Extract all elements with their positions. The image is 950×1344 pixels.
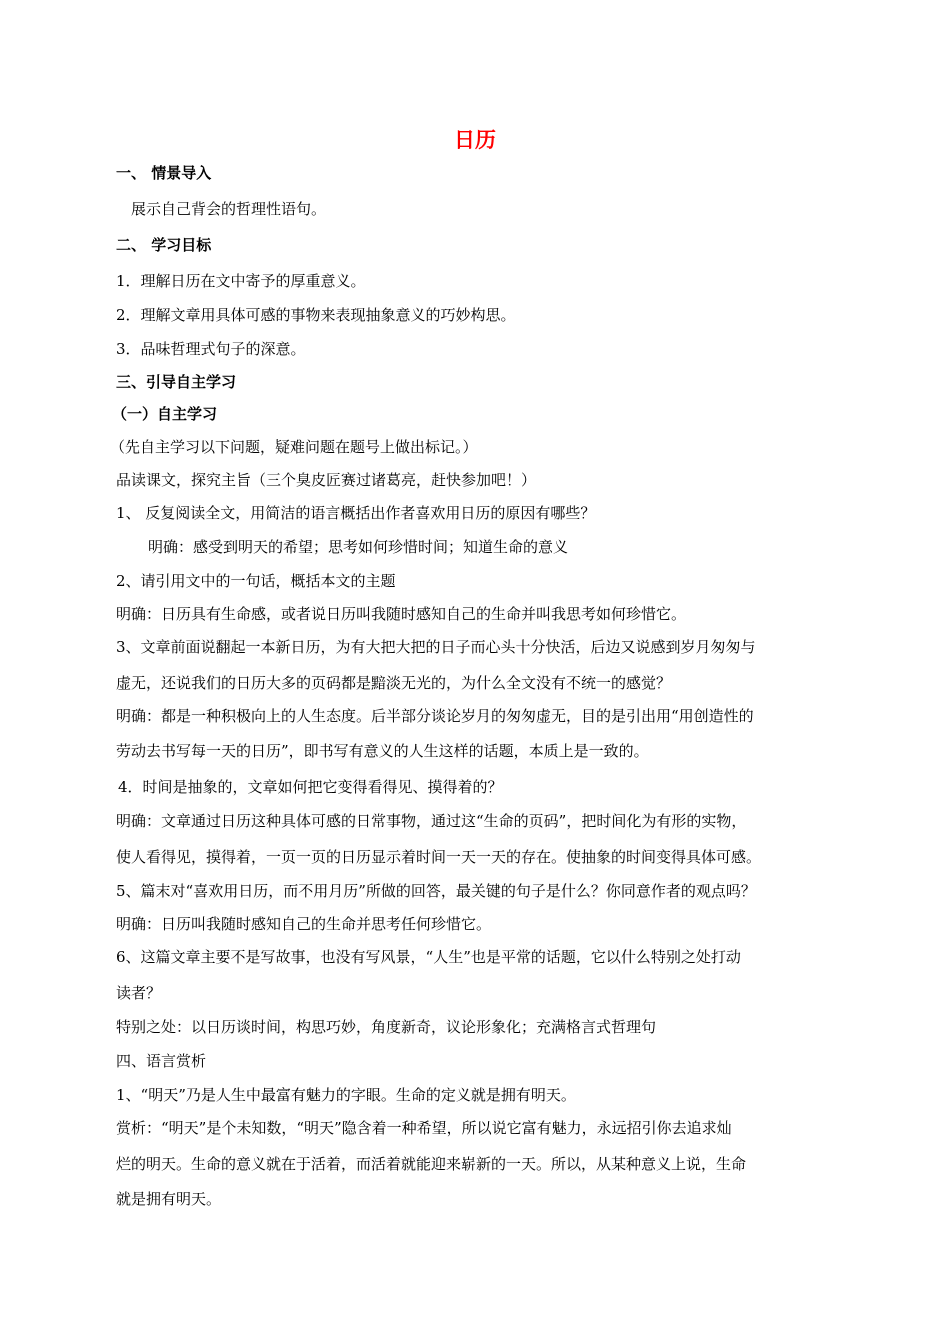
section-heading-1: 一、 情景导入: [116, 164, 212, 182]
question: 2、请引用文中的一句话，概括本文的主题: [116, 572, 396, 590]
paragraph: （先自主学习以下问题，疑难问题在题号上做出标记。）: [110, 438, 478, 456]
analysis: 就是拥有明天。: [116, 1190, 222, 1208]
paragraph: 品读课文，探究主旨（三个臭皮匠赛过诸葛亮，赶快参加吧！）: [116, 471, 537, 489]
paragraph: 展示自己背会的哲理性语句。: [131, 200, 327, 218]
quote: 1、“明天”乃是人生中最富有魅力的字眼。生命的定义就是拥有明天。: [116, 1086, 576, 1104]
answer: 明确：都是一种积极向上的人生态度。后半部分谈论岁月的匆匆虚无，目的是引出用“用创造性的: [116, 707, 754, 725]
question: 3、文章前面说翻起一本新日历，为有大把大把的日子而心头十分快活，后边又说感到岁月匆匆与: [116, 638, 756, 656]
section-heading-3: 三、引导自主学习: [116, 373, 237, 391]
document-title: 日历: [454, 128, 496, 152]
list-item: 2．理解文章用具体可感的事物来表现抽象意义的巧妙构思。: [116, 306, 516, 324]
answer: 明确：日历叫我随时感知自己的生命并思考任何珍惜它。: [116, 915, 492, 933]
question: 虚无，还说我们的日历大多的页码都是黯淡无光的，为什么全文没有不统一的感觉？: [116, 674, 672, 692]
answer: 明确：感受到明天的希望；思考如何珍惜时间；知道生命的意义: [148, 538, 569, 556]
question: 1、 反复阅读全文，用简洁的语言概括出作者喜欢用日历的原因有哪些？: [116, 504, 596, 522]
analysis: 烂的明天。生命的意义就在于活着，而活着就能迎来崭新的一天。所以，从某种意义上说，生命: [116, 1155, 747, 1173]
question: 5、篇末对“喜欢用日历，而不用月历”所做的回答，最关键的句子是什么？你同意作者的观点吗？: [116, 882, 756, 900]
list-item: 1．理解日历在文中寄予的厚重意义。: [116, 272, 366, 290]
answer: 明确：日历具有生命感，或者说日历叫我随时感知自己的生命并叫我思考如何珍惜它。: [116, 605, 687, 623]
answer: 劳动去书写每一天的日历”，即书写有意义的人生这样的话题，本质上是一致的。: [116, 742, 649, 760]
answer: 明确：文章通过日历这种具体可感的日常事物，通过这“生命的页码”，把时间化为有形的实物，: [116, 812, 747, 830]
section-heading-4: 四、语言赏析: [116, 1052, 207, 1070]
subsection-heading: （一）自主学习: [112, 405, 218, 423]
question: 4．时间是抽象的，文章如何把它变得看得见、摸得着的？: [118, 778, 503, 796]
list-item: 3．品味哲理式句子的深意。: [116, 340, 306, 358]
section-heading-2: 二、 学习目标: [116, 236, 212, 254]
answer: 特别之处：以日历谈时间，构思巧妙，角度新奇，议论形象化；充满格言式哲理句: [116, 1018, 657, 1036]
answer: 使人看得见，摸得着，一页一页的日历显示着时间一天一天的存在。使抽象的时间变得具体可感。: [116, 848, 762, 866]
question: 6、这篇文章主要不是写故事，也没有写风景，“人生”也是平常的话题，它以什么特别之处打动: [116, 948, 741, 966]
question: 读者？: [116, 984, 162, 1002]
analysis: 赏析：“明天”是个未知数，“明天”隐含着一种希望，所以说它富有魅力，永远招引你去追求灿: [116, 1119, 732, 1137]
